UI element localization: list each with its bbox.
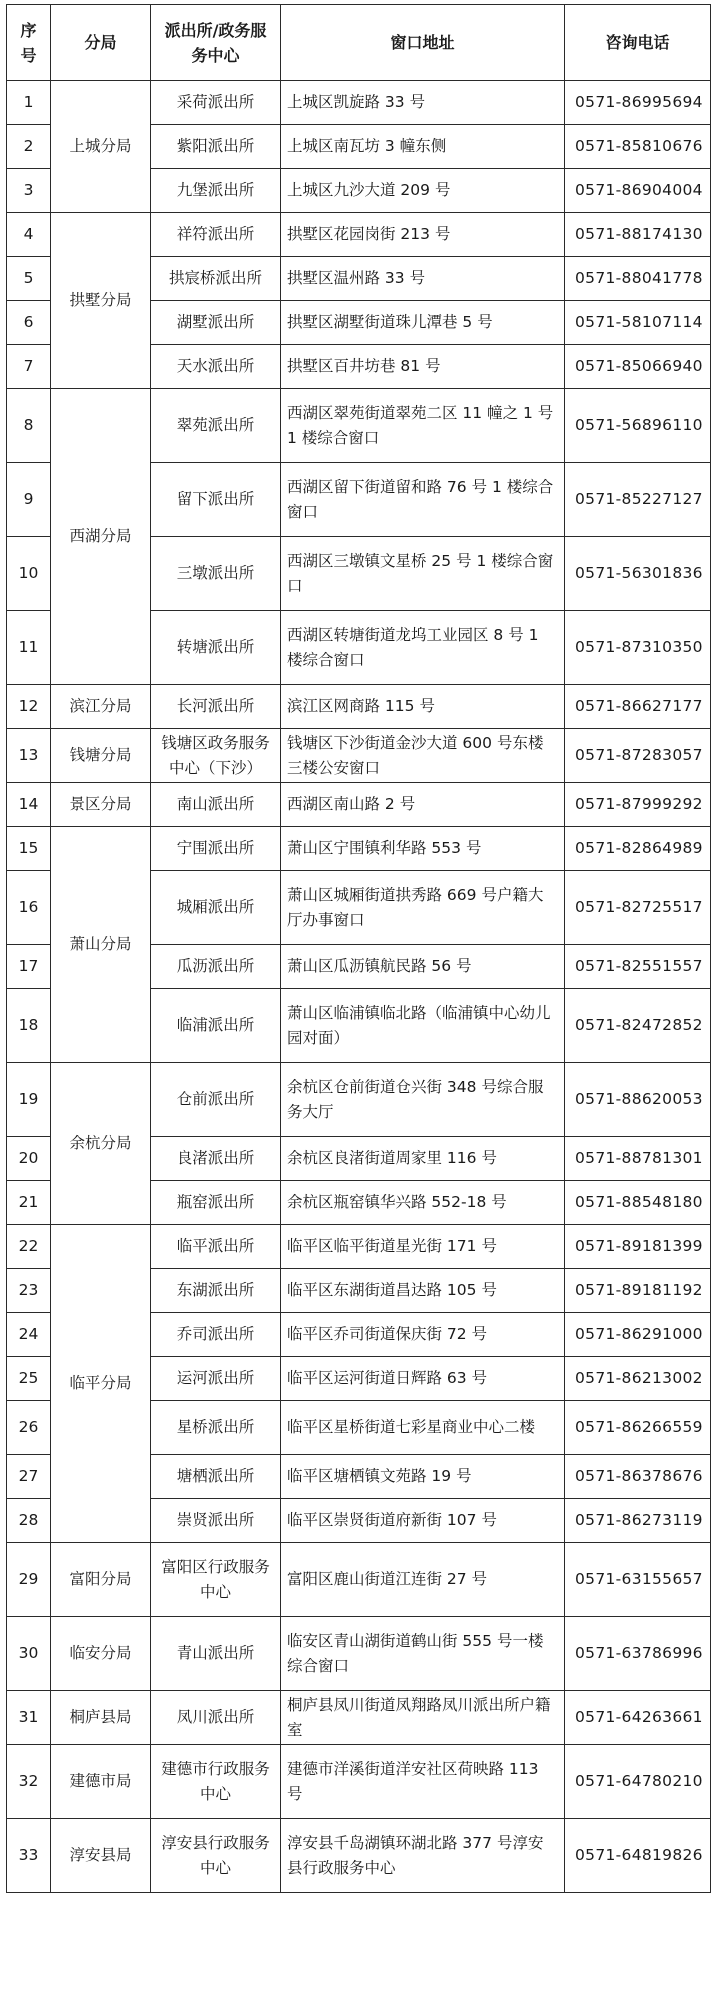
table-header-row	[7, 5, 711, 81]
phone-number: 0571-88548180	[565, 1181, 711, 1225]
phone-number: 0571-88174130	[565, 213, 711, 257]
window-address: 淳安县千岛湖镇环湖北路 377 号淳安县行政服务中心	[281, 1819, 565, 1893]
phone-number: 0571-64780210	[565, 1745, 711, 1819]
row-index: 31	[7, 1691, 51, 1745]
window-address: 萧山区瓜沥镇航民路 56 号	[281, 945, 565, 989]
window-address: 滨江区网商路 115 号	[281, 685, 565, 729]
bureau-name: 上城分局	[51, 81, 151, 213]
bureau-name: 钱塘分局	[51, 729, 151, 783]
row-index: 24	[7, 1313, 51, 1357]
phone-number: 0571-86627177	[565, 685, 711, 729]
row-index: 19	[7, 1063, 51, 1137]
window-address: 西湖区留下街道留和路 76 号 1 楼综合窗口	[281, 463, 565, 537]
bureau-name: 富阳分局	[51, 1543, 151, 1617]
station-name: 城厢派出所	[151, 871, 281, 945]
header-phone: 咨询电话	[565, 5, 711, 81]
station-name: 塘栖派出所	[151, 1455, 281, 1499]
row-index: 1	[7, 81, 51, 125]
row-index: 12	[7, 685, 51, 729]
phone-number: 0571-56896110	[565, 389, 711, 463]
phone-number: 0571-89181399	[565, 1225, 711, 1269]
phone-number: 0571-86291000	[565, 1313, 711, 1357]
table-row	[7, 1225, 711, 1269]
table-row	[7, 1063, 711, 1137]
window-address: 桐庐县凤川街道凤翔路凤川派出所户籍室	[281, 1691, 565, 1745]
window-address: 拱墅区温州路 33 号	[281, 257, 565, 301]
row-index: 28	[7, 1499, 51, 1543]
row-index: 32	[7, 1745, 51, 1819]
row-index: 17	[7, 945, 51, 989]
phone-number: 0571-86213002	[565, 1357, 711, 1401]
station-name: 乔司派出所	[151, 1313, 281, 1357]
row-index: 22	[7, 1225, 51, 1269]
window-address: 西湖区三墩镇文星桥 25 号 1 楼综合窗口	[281, 537, 565, 611]
station-name: 翠苑派出所	[151, 389, 281, 463]
contact-table-container	[6, 4, 710, 1893]
window-address: 萧山区临浦镇临北路（临浦镇中心幼儿园对面）	[281, 989, 565, 1063]
window-address: 临安区青山湖街道鹤山街 555 号一楼综合窗口	[281, 1617, 565, 1691]
station-name: 宁围派出所	[151, 827, 281, 871]
window-address: 西湖区南山路 2 号	[281, 783, 565, 827]
table-row	[7, 1543, 711, 1617]
window-address: 西湖区转塘街道龙坞工业园区 8 号 1 楼综合窗口	[281, 611, 565, 685]
phone-number: 0571-63786996	[565, 1617, 711, 1691]
station-name: 良渚派出所	[151, 1137, 281, 1181]
row-index: 16	[7, 871, 51, 945]
station-name: 三墩派出所	[151, 537, 281, 611]
bureau-name: 临安分局	[51, 1617, 151, 1691]
table-row	[7, 685, 711, 729]
window-address: 建德市洋溪街道洋安社区荷映路 113 号	[281, 1745, 565, 1819]
row-index: 6	[7, 301, 51, 345]
phone-number: 0571-82864989	[565, 827, 711, 871]
phone-number: 0571-86378676	[565, 1455, 711, 1499]
row-index: 25	[7, 1357, 51, 1401]
row-index: 21	[7, 1181, 51, 1225]
station-name: 南山派出所	[151, 783, 281, 827]
window-address: 临平区运河街道日辉路 63 号	[281, 1357, 565, 1401]
table-row	[7, 81, 711, 125]
table-body	[7, 81, 711, 1893]
row-index: 4	[7, 213, 51, 257]
window-address: 萧山区宁围镇利华路 553 号	[281, 827, 565, 871]
table-row	[7, 389, 711, 463]
table-row	[7, 827, 711, 871]
phone-number: 0571-64263661	[565, 1691, 711, 1745]
phone-number: 0571-82551557	[565, 945, 711, 989]
window-address: 上城区九沙大道 209 号	[281, 169, 565, 213]
table-row	[7, 213, 711, 257]
row-index: 18	[7, 989, 51, 1063]
station-name: 瓶窑派出所	[151, 1181, 281, 1225]
window-address: 拱墅区花园岗街 213 号	[281, 213, 565, 257]
row-index: 5	[7, 257, 51, 301]
station-name: 富阳区行政服务中心	[151, 1543, 281, 1617]
phone-number: 0571-56301836	[565, 537, 711, 611]
window-address: 余杭区仓前街道仓兴街 348 号综合服务大厅	[281, 1063, 565, 1137]
row-index: 8	[7, 389, 51, 463]
window-address: 拱墅区湖墅街道珠儿潭巷 5 号	[281, 301, 565, 345]
window-address: 临平区崇贤街道府新街 107 号	[281, 1499, 565, 1543]
phone-number: 0571-85810676	[565, 125, 711, 169]
row-index: 14	[7, 783, 51, 827]
row-index: 2	[7, 125, 51, 169]
window-address: 临平区临平街道星光街 171 号	[281, 1225, 565, 1269]
table-row	[7, 1691, 711, 1745]
table-row	[7, 1819, 711, 1893]
window-address: 富阳区鹿山街道江连街 27 号	[281, 1543, 565, 1617]
phone-number: 0571-82472852	[565, 989, 711, 1063]
window-address: 上城区凯旋路 33 号	[281, 81, 565, 125]
bureau-name: 临平分局	[51, 1225, 151, 1543]
table-row	[7, 1745, 711, 1819]
phone-number: 0571-87999292	[565, 783, 711, 827]
phone-number: 0571-87283057	[565, 729, 711, 783]
phone-number: 0571-64819826	[565, 1819, 711, 1893]
table-row	[7, 1617, 711, 1691]
window-address: 上城区南瓦坊 3 幢东侧	[281, 125, 565, 169]
row-index: 7	[7, 345, 51, 389]
phone-number: 0571-88620053	[565, 1063, 711, 1137]
window-contact-table	[6, 4, 711, 1893]
station-name: 青山派出所	[151, 1617, 281, 1691]
bureau-name: 西湖分局	[51, 389, 151, 685]
station-name: 天水派出所	[151, 345, 281, 389]
station-name: 凤川派出所	[151, 1691, 281, 1745]
table-row	[7, 783, 711, 827]
station-name: 星桥派出所	[151, 1401, 281, 1455]
station-name: 仓前派出所	[151, 1063, 281, 1137]
bureau-name: 桐庐县局	[51, 1691, 151, 1745]
phone-number: 0571-88041778	[565, 257, 711, 301]
station-name: 九堡派出所	[151, 169, 281, 213]
station-name: 转塘派出所	[151, 611, 281, 685]
window-address: 余杭区瓶窑镇华兴路 552-18 号	[281, 1181, 565, 1225]
window-address: 萧山区城厢街道拱秀路 669 号户籍大厅办事窗口	[281, 871, 565, 945]
header-station: 派出所/政务服务中心	[151, 5, 281, 81]
phone-number: 0571-86904004	[565, 169, 711, 213]
row-index: 26	[7, 1401, 51, 1455]
window-address: 临平区乔司街道保庆街 72 号	[281, 1313, 565, 1357]
station-name: 运河派出所	[151, 1357, 281, 1401]
header-bureau: 分局	[51, 5, 151, 81]
phone-number: 0571-86266559	[565, 1401, 711, 1455]
table-row	[7, 729, 711, 783]
station-name: 崇贤派出所	[151, 1499, 281, 1543]
phone-number: 0571-86995694	[565, 81, 711, 125]
station-name: 留下派出所	[151, 463, 281, 537]
station-name: 东湖派出所	[151, 1269, 281, 1313]
station-name: 拱宸桥派出所	[151, 257, 281, 301]
row-index: 33	[7, 1819, 51, 1893]
row-index: 29	[7, 1543, 51, 1617]
window-address: 临平区东湖街道昌达路 105 号	[281, 1269, 565, 1313]
bureau-name: 拱墅分局	[51, 213, 151, 389]
header-index: 序号	[7, 5, 51, 81]
row-index: 15	[7, 827, 51, 871]
phone-number: 0571-85227127	[565, 463, 711, 537]
phone-number: 0571-63155657	[565, 1543, 711, 1617]
station-name: 采荷派出所	[151, 81, 281, 125]
row-index: 9	[7, 463, 51, 537]
window-address: 拱墅区百井坊巷 81 号	[281, 345, 565, 389]
phone-number: 0571-89181192	[565, 1269, 711, 1313]
station-name: 临平派出所	[151, 1225, 281, 1269]
row-index: 11	[7, 611, 51, 685]
row-index: 27	[7, 1455, 51, 1499]
station-name: 淳安县行政服务中心	[151, 1819, 281, 1893]
row-index: 3	[7, 169, 51, 213]
bureau-name: 萧山分局	[51, 827, 151, 1063]
bureau-name: 滨江分局	[51, 685, 151, 729]
bureau-name: 余杭分局	[51, 1063, 151, 1225]
window-address: 钱塘区下沙街道金沙大道 600 号东楼三楼公安窗口	[281, 729, 565, 783]
phone-number: 0571-85066940	[565, 345, 711, 389]
phone-number: 0571-58107114	[565, 301, 711, 345]
station-name: 长河派出所	[151, 685, 281, 729]
row-index: 20	[7, 1137, 51, 1181]
bureau-name: 淳安县局	[51, 1819, 151, 1893]
station-name: 瓜沥派出所	[151, 945, 281, 989]
window-address: 西湖区翠苑街道翠苑二区 11 幢之 1 号 1 楼综合窗口	[281, 389, 565, 463]
bureau-name: 建德市局	[51, 1745, 151, 1819]
row-index: 30	[7, 1617, 51, 1691]
row-index: 23	[7, 1269, 51, 1313]
station-name: 临浦派出所	[151, 989, 281, 1063]
row-index: 10	[7, 537, 51, 611]
window-address: 临平区塘栖镇文苑路 19 号	[281, 1455, 565, 1499]
station-name: 紫阳派出所	[151, 125, 281, 169]
row-index: 13	[7, 729, 51, 783]
bureau-name: 景区分局	[51, 783, 151, 827]
station-name: 湖墅派出所	[151, 301, 281, 345]
phone-number: 0571-87310350	[565, 611, 711, 685]
header-address: 窗口地址	[281, 5, 565, 81]
station-name: 祥符派出所	[151, 213, 281, 257]
window-address: 余杭区良渚街道周家里 116 号	[281, 1137, 565, 1181]
phone-number: 0571-86273119	[565, 1499, 711, 1543]
station-name: 建德市行政服务中心	[151, 1745, 281, 1819]
phone-number: 0571-82725517	[565, 871, 711, 945]
phone-number: 0571-88781301	[565, 1137, 711, 1181]
window-address: 临平区星桥街道七彩星商业中心二楼	[281, 1401, 565, 1455]
station-name: 钱塘区政务服务中心（下沙）	[151, 729, 281, 783]
